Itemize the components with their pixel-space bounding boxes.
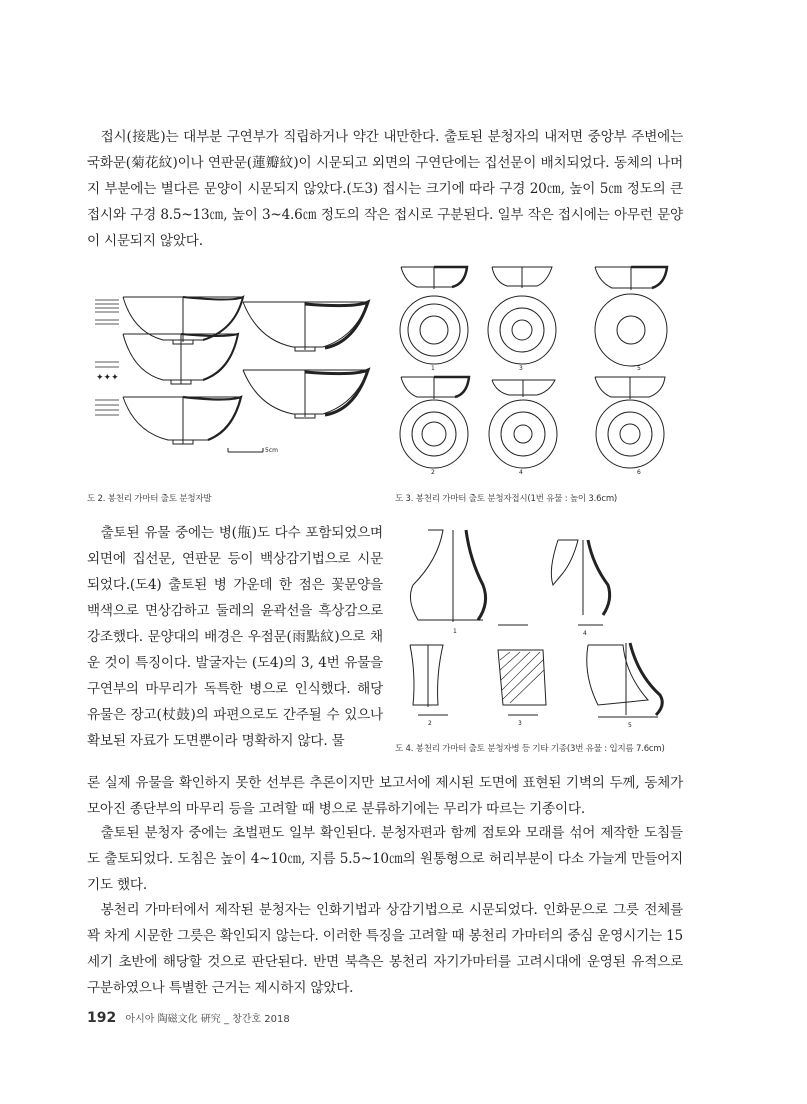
svg-text:4: 4 — [519, 469, 523, 476]
figure-2-bowls — [93, 292, 373, 462]
caption-figure-3: 도 3. 봉천리 가마터 출토 분청자접시(1번 유물 : 높이 3.6cm) — [395, 494, 618, 504]
pattern-strip — [95, 300, 119, 415]
svg-text:2: 2 — [431, 469, 435, 476]
svg-text:2: 2 — [428, 720, 432, 727]
journal-title: 아시아 陶磁文化 硏究 _ 창간호 2018 — [125, 1014, 290, 1025]
paragraph-plates: 접시(接匙)는 대부분 구연부가 직립하거나 약간 내만한다. 출토된 분청자의 내저면 중앙부 주변에는 국화문(菊花紋)이나 연판문(蓮瓣紋)이 시문되고 외면의 구연단에는 집선문이 배치되었다. 동체의 나머지 부분에는 별다른 문양이 시문되지 않았다.(도3) 접시는 크기에 따라 구경 20㎝, 높이 5㎝ 정도의 큰 접시와 구경 8.5~13㎝, 높이 3~4.6㎝ 정도의 작은 접시로 구분된다. 일부 작은 접시에는 아무런 문양이 시문되지 않았다. — [87, 129, 683, 249]
svg-text:5: 5 — [628, 722, 632, 729]
scale-label: 5cm — [265, 447, 278, 454]
page-number: 192 — [87, 1010, 117, 1026]
bottle-numbers — [428, 628, 632, 729]
figure-4-bottles — [398, 525, 688, 733]
svg-text:5: 5 — [637, 365, 641, 372]
page-footer — [87, 1010, 290, 1026]
caption-figure-2: 도 2. 봉천리 가마터 출토 분청자발 — [87, 494, 212, 504]
paragraph-bottles: 출토된 유물 중에는 병(甁)도 다수 포함되었으며 외면에 집선문, 연판문 등이 백상감기법으로 시문되었다.(도4) 출토된 병 가운데 한 점은 꽃문양을 백색으로 면상감하고 둘레의 윤곽선을 흑상감으로 강조했다. 문양대의 배경은 우점문(雨點紋)으로 채운 것이 특징이다. 발굴자는 (도4)의 3, 4번 유물을 구연부의 마무리가 독특한 병으로 인식했다. 해당유물은 장고(杖鼓)의 파편으로도 간주될 수 있으나 확보된 자료가 도면뿐이라 명확하지 않다. 물 — [87, 525, 383, 749]
svg-text:✦✦✦: ✦✦✦ — [96, 373, 119, 383]
paragraph-bottle-continued: 론 실제 유물을 확인하지 못한 선부른 추론이지만 보고서에 제시된 도면에 표현된 기벽의 두께, 동체가 모아진 종단부의 마무리 등을 고려할 때 병으로 분류하기에는 무리가 따르는 기종이다. — [87, 775, 683, 817]
svg-text:1: 1 — [453, 628, 457, 635]
caption-figure-4: 도 4. 봉천리 가마터 출토 분청자병 등 기타 기종(3번 유물 : 입지름 7.6cm) — [395, 744, 665, 754]
svg-text:4: 4 — [583, 630, 587, 637]
svg-text:3: 3 — [519, 365, 523, 372]
plate-numbers — [431, 365, 641, 476]
svg-text:6: 6 — [637, 469, 641, 476]
svg-text:3: 3 — [518, 720, 522, 727]
figure-3-plates — [397, 262, 682, 487]
paragraph-firing-supports: 출토된 분청자 중에는 초벌편도 일부 확인된다. 분청자편과 함께 점토와 모래를 섞어 제작한 도침들도 출토되었다. 도침은 높이 4~10㎝, 지름 5.5~10㎝의 원통형으로 허리부분이 다소 가늘게 만들어지기도 했다. — [87, 825, 683, 893]
paragraph-dating: 봉천리 가마터에서 제작된 분청자는 인화기법과 상감기법으로 시문되었다. 인화문으로 그릇 전체를 꽉 차게 시문한 그릇은 확인되지 않는다. 이러한 특징을 고려할 때 봉천리 가마터의 중심 운영시기는 15세기 초반에 해당할 것으로 판단된다. 반면 북측은 봉천리 자기가마터를 고려시대에 운영된 유적으로 구분하였으나 특별한 근거는 제시하지 않았다. — [87, 902, 683, 996]
svg-text:1: 1 — [431, 365, 435, 372]
